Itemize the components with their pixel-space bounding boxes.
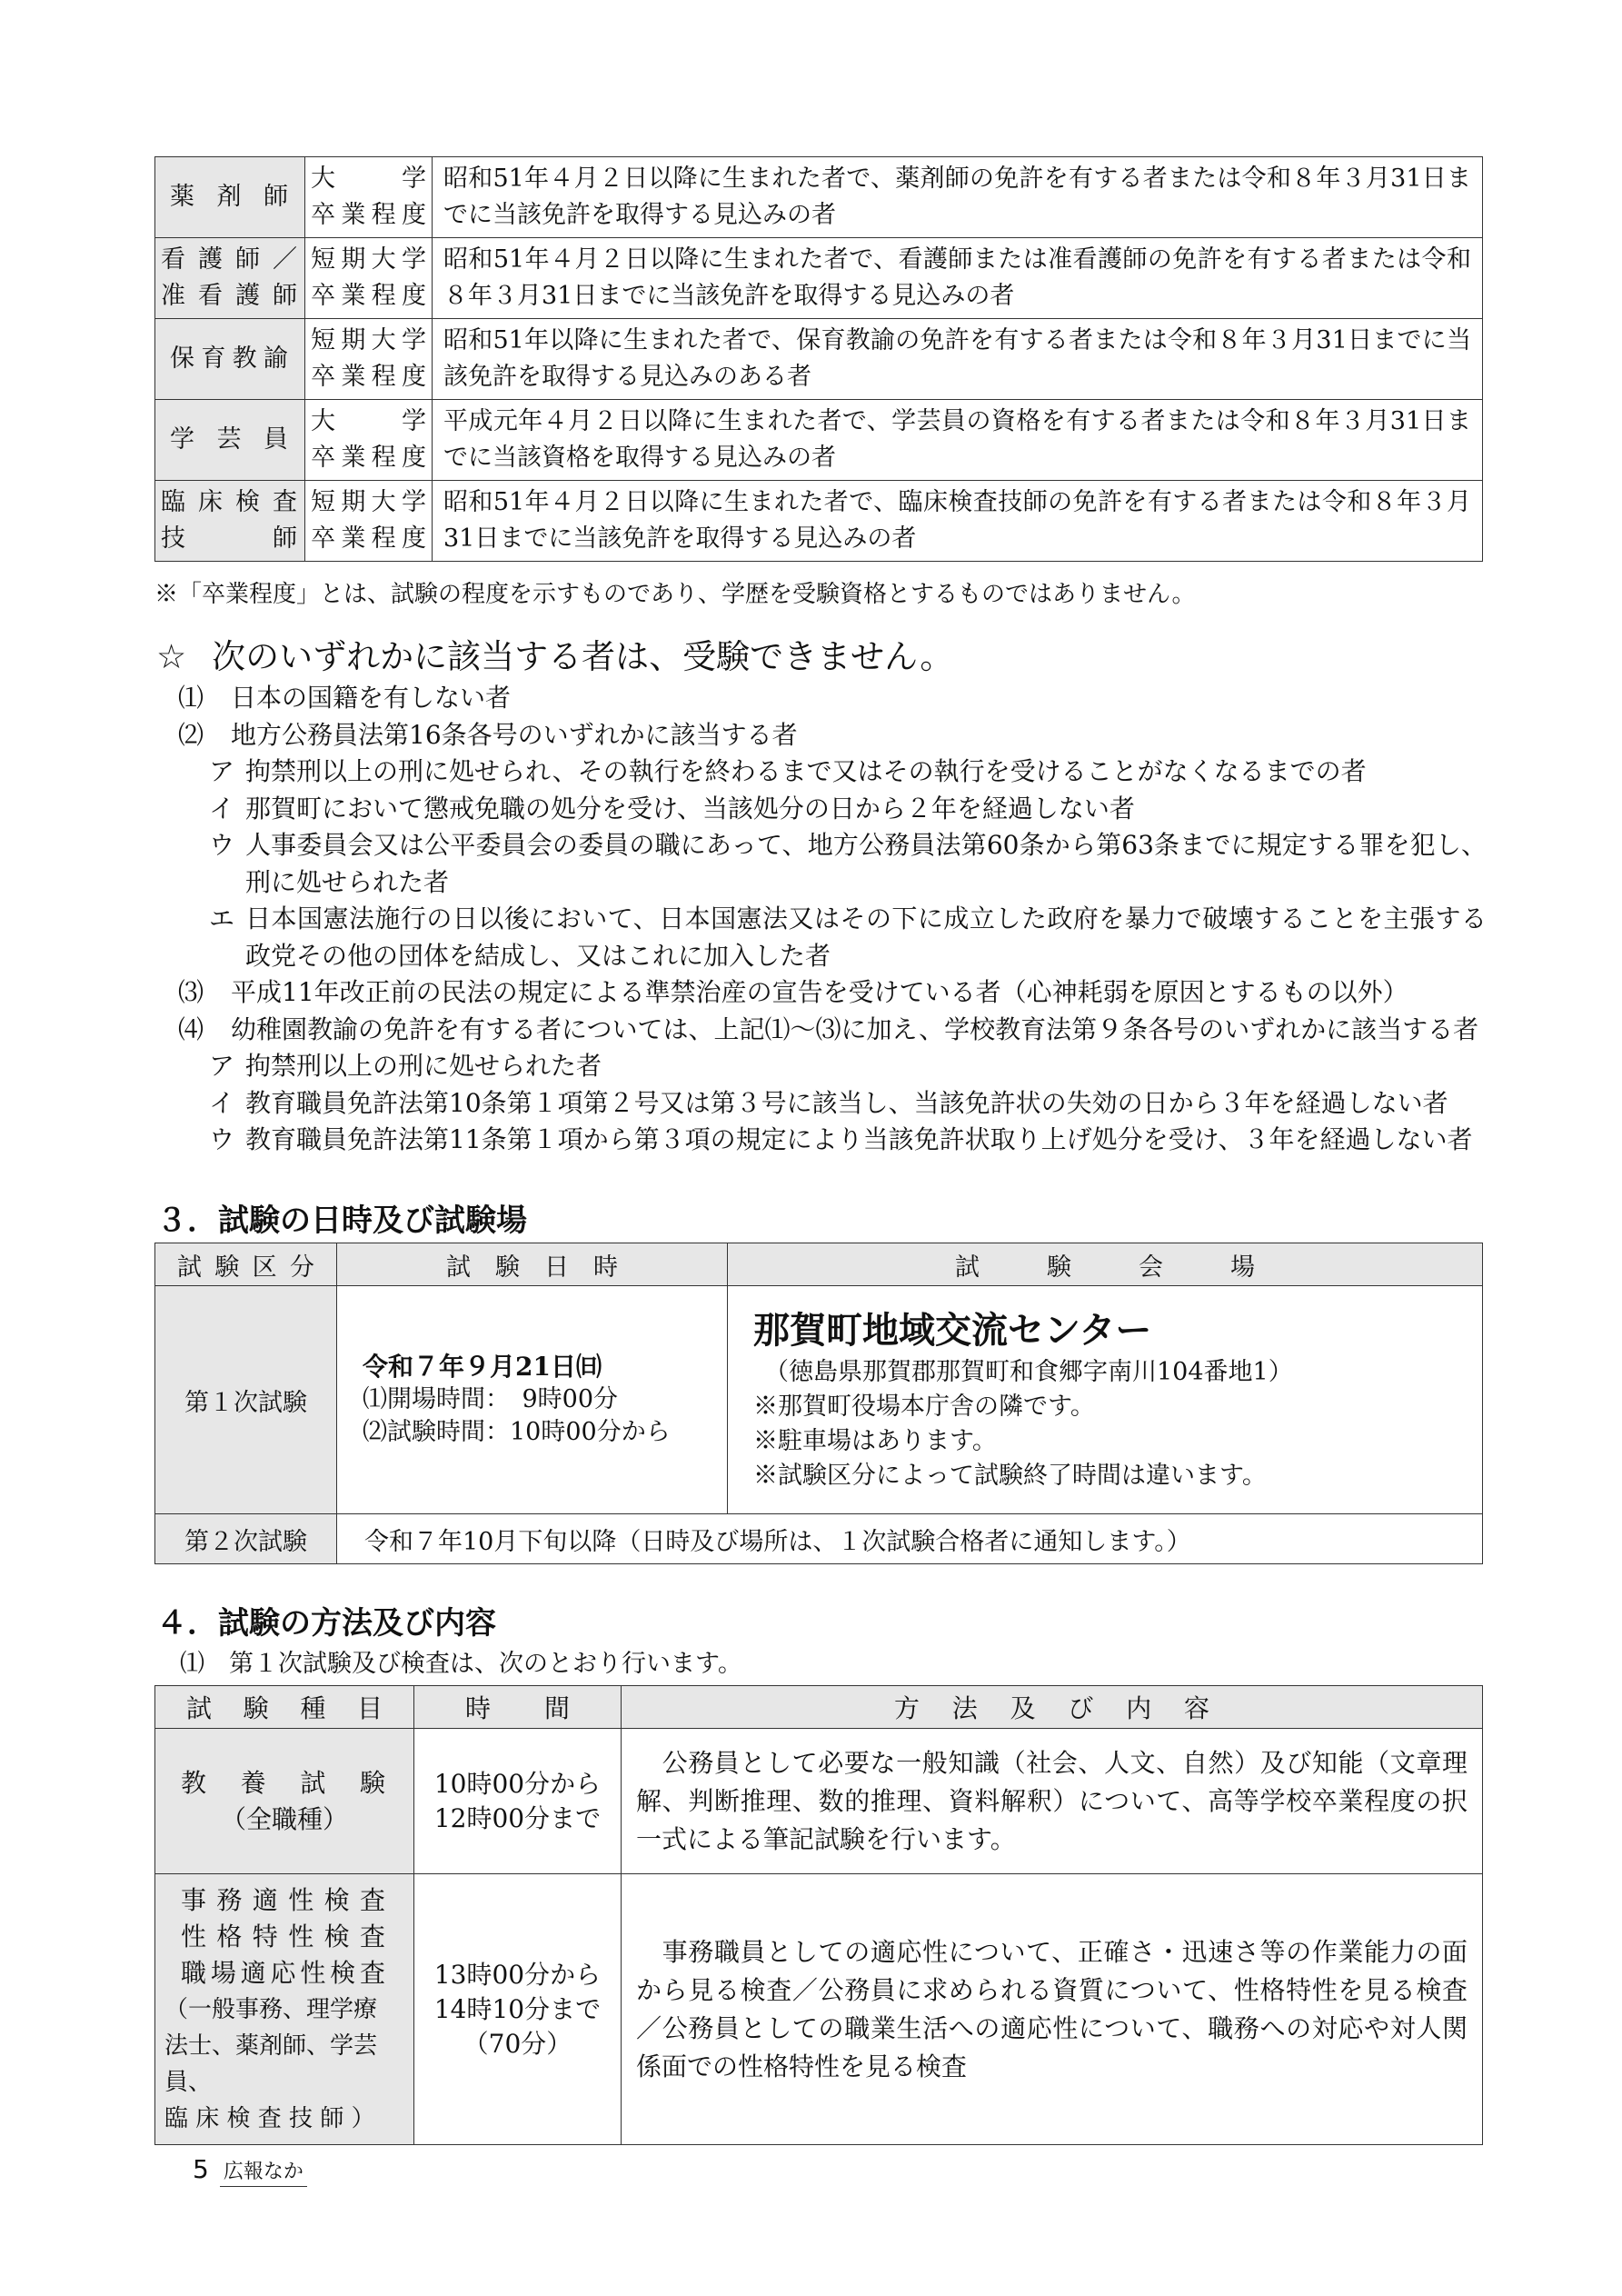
header-char: 試 — [177, 1253, 202, 1282]
header-char: 験 — [214, 1253, 240, 1282]
header-exam-content — [622, 1686, 1483, 1729]
header-char: 時 — [593, 1253, 618, 1282]
item-marker: ウ — [209, 830, 235, 860]
header-exam-category — [155, 1243, 337, 1286]
disqualification-item — [178, 754, 1487, 791]
item-text: 人事委員会又は公平委員会の委員の職にあって、地方公務員法第60条から第63条までに規定する罪を犯し、刑に処せられた者 — [245, 830, 1487, 897]
education-level-line: 卒業程度 — [311, 201, 426, 229]
job-title-line: 学 芸 員 — [170, 425, 290, 454]
education-level — [305, 319, 433, 400]
venue-note: ※試験区分によって試験終了時間は違います。 — [753, 1462, 1267, 1490]
education-level-line: 短期大学 — [311, 326, 426, 354]
job-title-line: 薬 剤 師 — [170, 183, 290, 211]
exam-time-line: 10時00分から — [433, 1768, 602, 1799]
first-exam-row — [155, 1286, 1483, 1514]
education-level-line: 卒業程度 — [311, 444, 426, 472]
qualification-row — [155, 157, 1483, 238]
header-char: 種 — [300, 1693, 326, 1723]
exam-type-sub: 法士、薬剤師、学芸員、 — [164, 2031, 378, 2096]
item-marker: ウ — [209, 1124, 235, 1154]
item-text: 拘禁刑以上の刑に処せられた者 — [245, 1051, 602, 1081]
exam-time-line: （70分） — [463, 2028, 572, 2059]
item-text: 日本の国籍を有しない者 — [231, 683, 512, 713]
exam-type-aptitude — [155, 1874, 414, 2145]
item-marker: ア — [209, 1051, 235, 1081]
header-exam-type — [155, 1686, 414, 1729]
star-icon: ☆ — [156, 637, 187, 676]
disqualification-item — [178, 791, 1487, 828]
education-level-line: 短期大学 — [311, 488, 426, 516]
header-char: 間 — [543, 1693, 570, 1723]
disqualification-heading-text: 次のいずれかに該当する者は、受験できません。 — [212, 637, 954, 676]
header-char: 験 — [495, 1253, 520, 1282]
education-level-line: 卒業程度 — [311, 282, 426, 310]
qualification-description: 昭和51年４月２日以降に生まれた者で、看護師または准看護師の免許を有する者または令和８年３月31日までに当該免許を取得する見込みの者 — [433, 238, 1483, 319]
header-char: 場 — [1230, 1253, 1255, 1282]
item-text: 平成11年改正前の民法の規定による準禁治産の宣告を受けている者（心神耗弱を原因とするもの以外） — [231, 977, 1408, 1007]
venue-note: ※駐車場はあります。 — [753, 1427, 997, 1455]
item-text: 幼稚園教諭の免許を有する者については、上記⑴～⑶に加え、学校教育法第９条各号のいずれかに該当する者 — [231, 1013, 1479, 1044]
education-level-line: 短期大学 — [311, 245, 426, 274]
exam-type-name: 事務適性検査 — [181, 1884, 388, 1915]
education-level — [305, 481, 433, 562]
header-char: 試 — [186, 1693, 213, 1723]
first-exam-start-time: ⑵試験時間：10時00分から — [363, 1418, 671, 1446]
exam-type-name: 性格特性検査 — [181, 1921, 388, 1952]
job-title — [155, 157, 305, 238]
education-level — [305, 400, 433, 481]
venue-address: （徳島県那賀郡那賀町和食郷字南川104番地1） — [764, 1358, 1293, 1386]
exam-row-general — [155, 1729, 1483, 1874]
disqualification-item — [178, 974, 1487, 1012]
header-char: 及 — [1010, 1693, 1036, 1723]
disqualification-item — [178, 901, 1487, 974]
education-level — [305, 157, 433, 238]
education-level-line: 卒業程度 — [311, 363, 426, 391]
disqualification-item — [178, 1012, 1487, 1049]
qualification-row — [155, 400, 1483, 481]
education-level-line: 卒業程度 — [311, 524, 426, 553]
exam-type-name: 教 養 試 験 — [181, 1767, 388, 1798]
exam-content-general — [622, 1729, 1483, 1874]
job-title-line: 看護師／ — [161, 245, 299, 274]
exam-type-general — [155, 1729, 414, 1874]
second-exam-row — [155, 1514, 1483, 1564]
exam-time-line: 13時00分から — [433, 1959, 602, 1990]
exam-time-line: 14時10分まで — [433, 1993, 602, 2024]
schedule-table — [154, 1243, 1483, 1564]
job-title — [155, 238, 305, 319]
header-char: 試 — [955, 1253, 980, 1282]
exam-row-aptitude — [155, 1874, 1483, 2145]
exam-time-general — [414, 1729, 622, 1874]
disqualification-list — [178, 680, 1487, 1159]
header-exam-datetime — [337, 1243, 728, 1286]
exam-type-sub: （全職種） — [220, 1803, 348, 1834]
qualification-description: 昭和51年４月２日以降に生まれた者で、薬剤師の免許を有する者または令和８年３月31日までに当該免許を取得する見込みの者 — [433, 157, 1483, 238]
qualification-description: 昭和51年４月２日以降に生まれた者で、臨床検査技師の免許を有する者または令和８年３月31日までに当該免許を取得する見込みの者 — [433, 481, 1483, 562]
item-text: 日本国憲法施行の日以後において、日本国憲法又はその下に成立した政府を暴力で破壊することを主張する政党その他の団体を結成し、又はこれに加入した者 — [245, 903, 1487, 971]
first-exam-open-time: ⑴開場時間： 9時00分 — [363, 1385, 619, 1413]
header-exam-time — [414, 1686, 622, 1729]
header-char: 会 — [1139, 1253, 1163, 1282]
education-level-line: 大 学 — [311, 407, 426, 435]
item-text: 教育職員免許法第11条第１項から第３項の規定により当該免許状取り上げ処分を受け、３年を経過しない者 — [245, 1124, 1473, 1154]
header-exam-venue — [728, 1243, 1483, 1286]
item-marker: ⑶ — [178, 977, 204, 1007]
header-char: 分 — [289, 1253, 314, 1282]
job-title — [155, 400, 305, 481]
disqualification-item — [178, 717, 1487, 754]
disqualification-item — [178, 1048, 1487, 1085]
first-exam-venue — [728, 1286, 1483, 1514]
disqualification-item — [178, 827, 1487, 901]
disqualification-heading — [156, 629, 953, 678]
exam-content-aptitude — [622, 1874, 1483, 2145]
section3-heading: ３．試験の日時及び試験場 — [156, 1203, 527, 1239]
item-marker: ア — [209, 756, 235, 786]
item-marker: エ — [209, 903, 235, 933]
job-title-line: 准看護師 — [161, 282, 299, 310]
qualification-row — [155, 319, 1483, 400]
venue-note: ※那賀町役場本庁舎の隣です。 — [753, 1393, 1095, 1421]
header-char: 目 — [356, 1693, 383, 1723]
exam-content-text: 公務員として必要な一般知識（社会、人文、自然）及び知能（文章理解、判断推理、数的推理、資料解釈）について、高等学校卒業程度の択一式による筆記試験を行います。 — [636, 1747, 1468, 1854]
disqualification-item — [178, 1085, 1487, 1123]
header-char: 区 — [252, 1253, 277, 1282]
exam-method-table — [154, 1685, 1483, 2145]
page-footer — [193, 2154, 307, 2187]
qualification-row — [155, 238, 1483, 319]
exam-time-line: 12時00分まで — [433, 1802, 602, 1833]
header-char: 験 — [1047, 1253, 1071, 1282]
header-char: 時 — [465, 1693, 492, 1723]
exam-type-name: 職場適応性検査 — [181, 1957, 388, 1988]
item-marker: イ — [209, 1087, 235, 1118]
item-marker: ⑴ — [178, 683, 204, 713]
job-title — [155, 481, 305, 562]
qualification-row — [155, 481, 1483, 562]
job-title — [155, 319, 305, 400]
item-text: 教育職員免許法第10条第１項第２号又は第３号に該当し、当該免許状の失効の日から３年を経過しない者 — [245, 1087, 1448, 1118]
item-marker: イ — [209, 793, 235, 824]
first-exam-stage: 第１次試験 — [155, 1286, 337, 1514]
header-char: 方 — [894, 1693, 920, 1723]
page-number: 5 — [193, 2154, 209, 2184]
section4-heading: ４．試験の方法及び内容 — [156, 1605, 496, 1642]
header-char: 日 — [544, 1253, 569, 1282]
education-level-line: 大 学 — [311, 165, 426, 193]
qualification-table — [154, 156, 1483, 562]
header-char: 内 — [1126, 1693, 1152, 1723]
disqualification-item — [178, 680, 1487, 717]
qualification-description: 昭和51年以降に生まれた者で、保育教諭の免許を有する者または令和８年３月31日までに当該免許を取得する見込みのある者 — [433, 319, 1483, 400]
item-text: 拘禁刑以上の刑に処せられ、その執行を終わるまで又はその執行を受けることがなくなるまでの者 — [245, 756, 1367, 786]
job-title-line: 技 師 — [161, 524, 299, 553]
first-exam-datetime — [337, 1286, 728, 1514]
header-char: び — [1068, 1693, 1094, 1723]
first-exam-date: 令和７年９月21日㈰ — [363, 1352, 602, 1382]
schedule-header-row — [155, 1243, 1483, 1286]
item-marker: ⑵ — [178, 719, 204, 750]
exam-type-sub: （一般事務、理学療 — [164, 1995, 378, 2023]
header-char: 試 — [446, 1253, 471, 1282]
item-text: 地方公務員法第16条各号のいずれかに該当する者 — [231, 719, 798, 750]
header-char: 容 — [1183, 1693, 1209, 1723]
job-title-line: 臨床検査 — [161, 488, 299, 516]
item-marker: ⑷ — [178, 1013, 204, 1044]
exam-type-sub: 臨 床 検 査 技 師 ） — [164, 2104, 375, 2132]
publication-name: 広報なか — [220, 2156, 307, 2187]
item-text: 那賀町において懲戒免職の処分を受け、当該処分の日から２年を経過しない者 — [245, 793, 1135, 824]
header-char: 法 — [951, 1693, 978, 1723]
job-title-line: 保育教諭 — [170, 344, 290, 373]
second-exam-stage: 第２次試験 — [155, 1514, 337, 1564]
qualification-note: ※「卒業程度」とは、試験の程度を示すものであり、学歴を受験資格とするものではありません。 — [154, 581, 1196, 608]
header-char: 験 — [243, 1693, 269, 1723]
disqualification-item — [178, 1122, 1487, 1159]
second-exam-note: 令和７年10月下旬以降（日時及び場所は、１次試験合格者に通知します。） — [337, 1514, 1483, 1564]
exam-header-row — [155, 1686, 1483, 1729]
venue-name: 那賀町地域交流センター — [753, 1310, 1152, 1352]
exam-content-text: 事務職員としての適応性について、正確さ・迅速さ等の作業能力の面から見る検査／公務員に求められる資質について、性格特性を見る検査／公務員としての職業生活への適応性について、職務への対応や対人関係面での性格特性を見る検査 — [636, 1936, 1468, 2081]
section4-subnote: ⑴ 第１次試験及び検査は、次のとおり行います。 — [180, 1650, 742, 1678]
qualification-description: 平成元年４月２日以降に生まれた者で、学芸員の資格を有する者または令和８年３月31日までに当該資格を取得する見込みの者 — [433, 400, 1483, 481]
exam-time-aptitude — [414, 1874, 622, 2145]
education-level — [305, 238, 433, 319]
